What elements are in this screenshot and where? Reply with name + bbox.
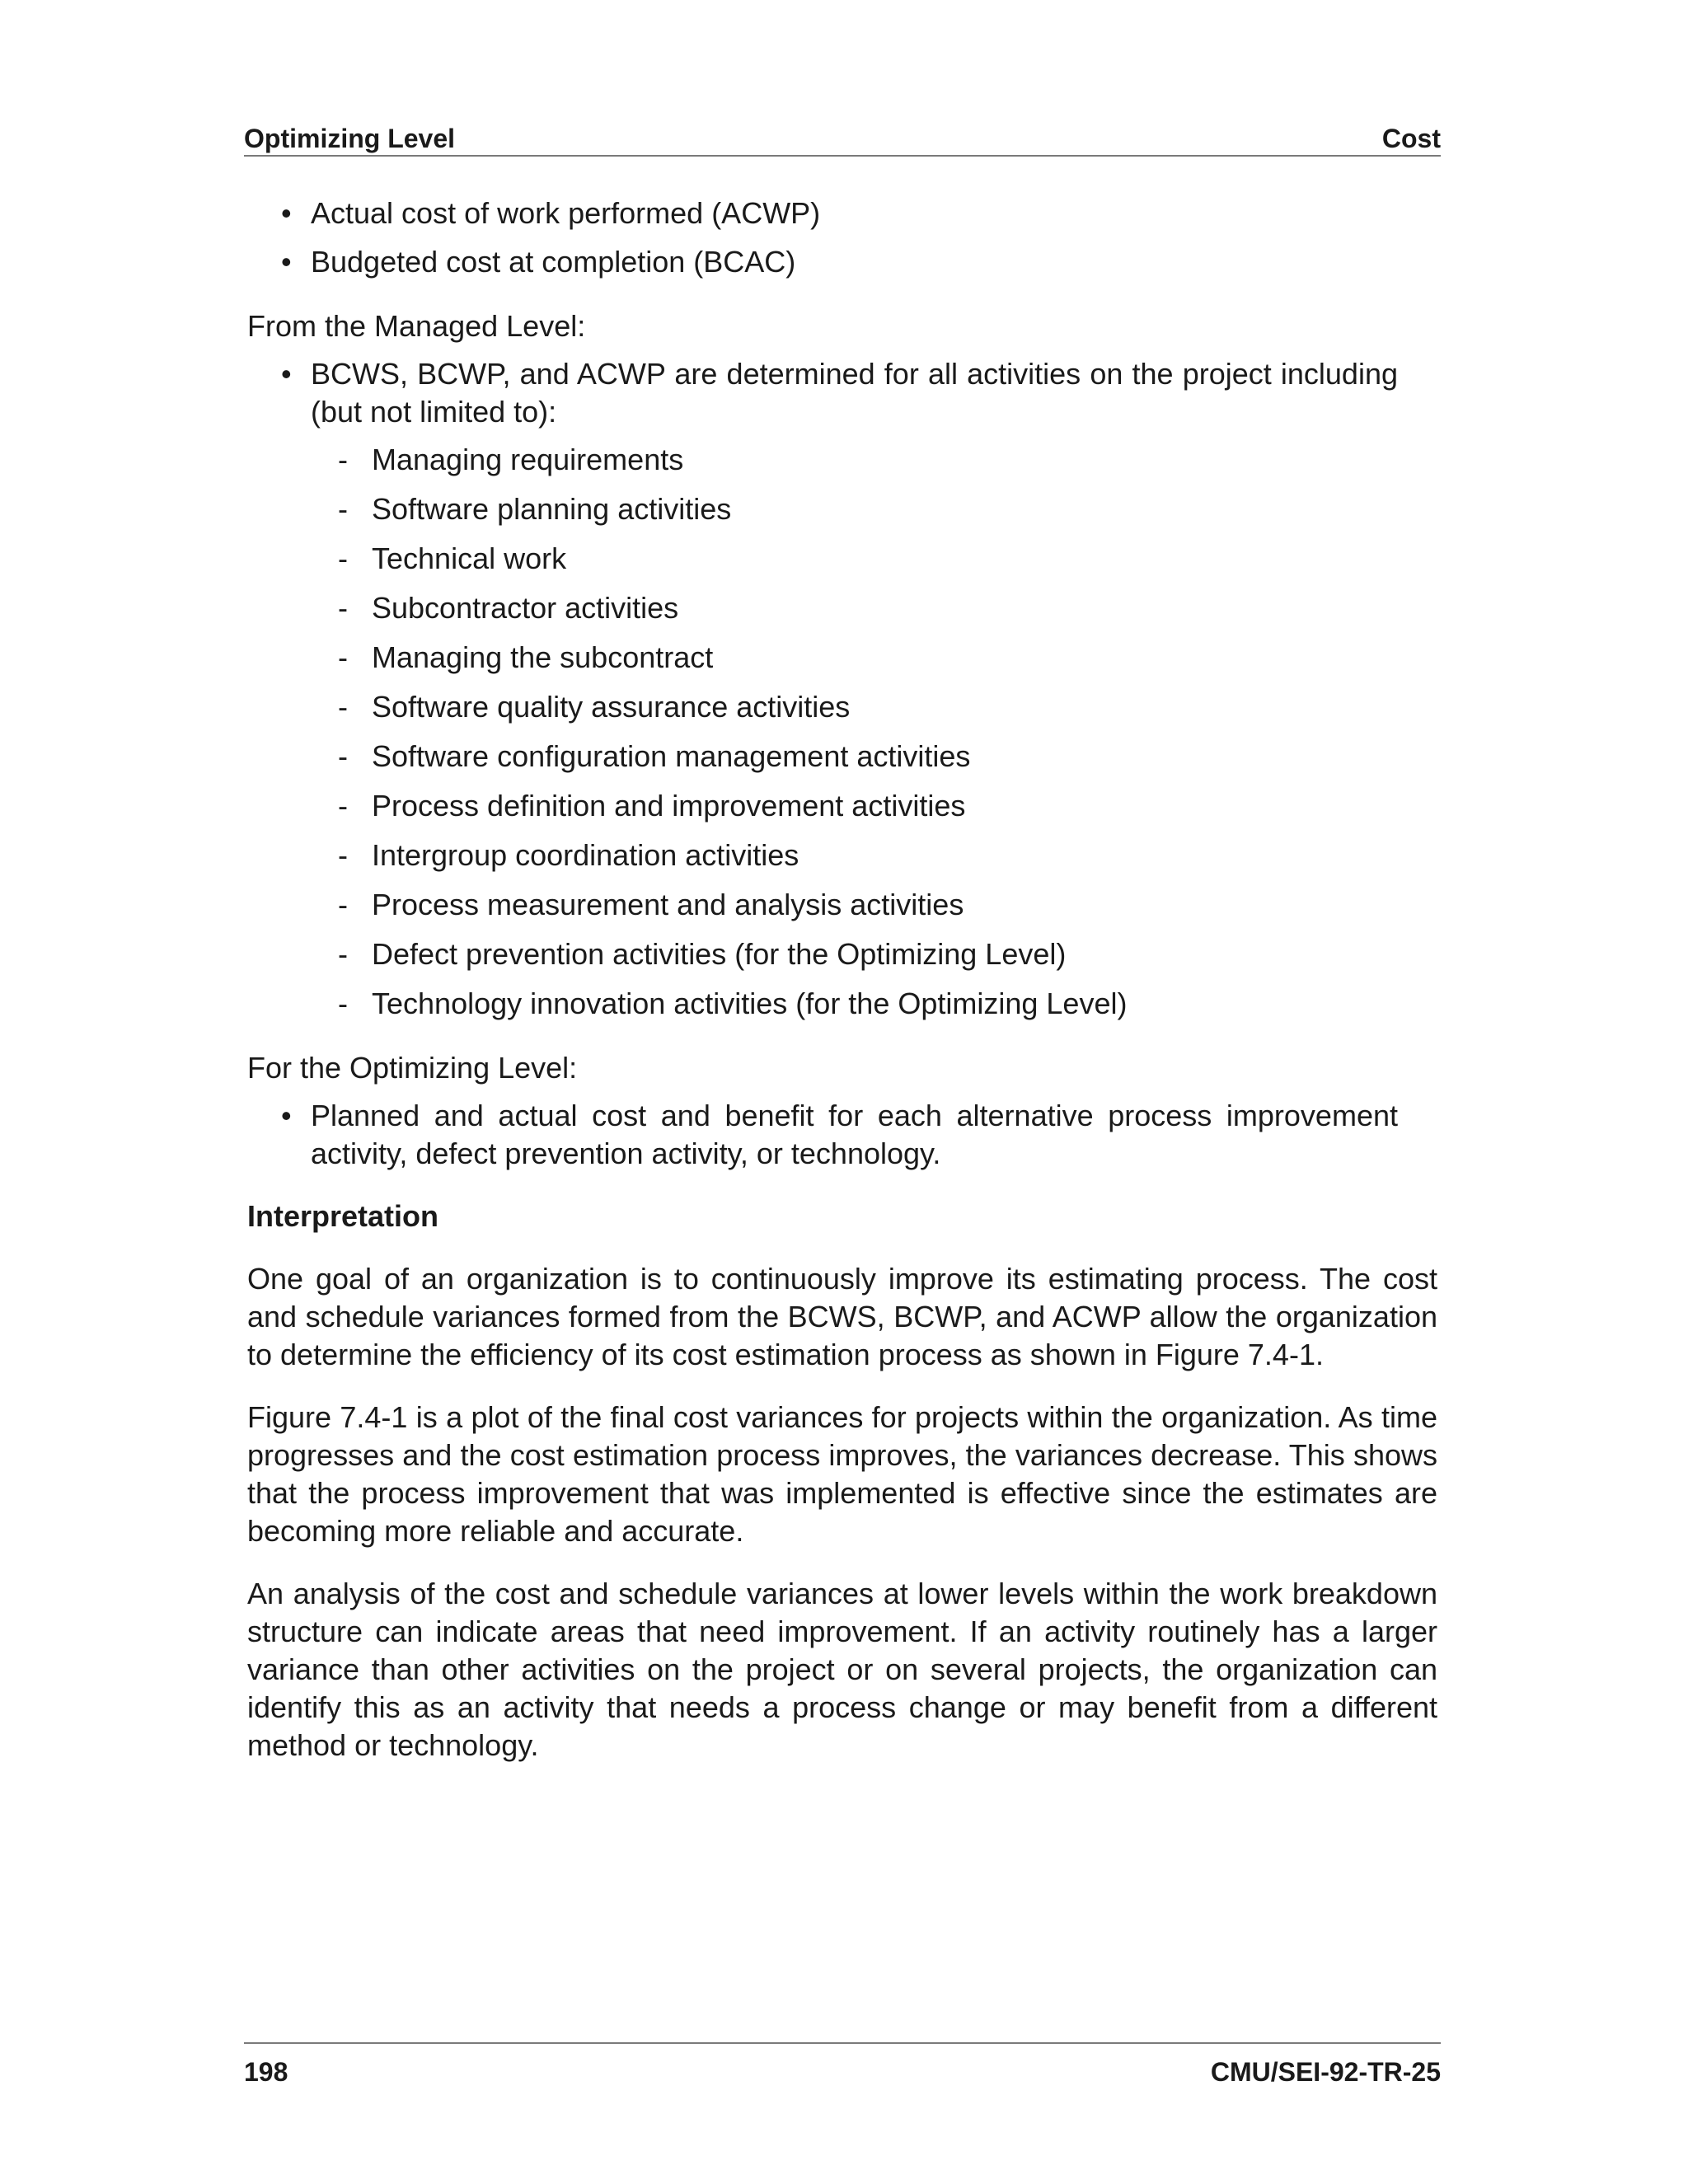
dash-glyph: - [338,789,348,823]
list-item [247,243,1398,281]
bullet-glyph: • [281,245,292,279]
report-id: CMU/SEI-92-TR-25 [1210,2057,1441,2087]
dash-glyph: - [338,443,348,476]
dash-item-text: Managing the subcontract [372,640,714,674]
dash-item-text: Managing requirements [372,443,684,476]
dash-glyph: - [338,690,348,724]
list-item [247,355,1398,431]
paragraph: An analysis of the cost and schedule variances at lower levels within the work breakdown structure can indicate areas that need improvement. If an activity routinely has a larger variance than other activities on the project or on several projects, the organization can identify this as an activity that needs a process change or may benefit from a different method or technology. [247,1577,1437,1762]
dash-glyph: - [338,640,348,674]
bullet-glyph: • [281,196,292,230]
dash-item-text: Process measurement and analysis activities [372,888,964,921]
optimizing-level-intro: For the Optimizing Level: [247,1051,578,1085]
list-item-text: Actual cost of work performed (ACWP) [311,196,821,230]
dash-item [247,589,1437,627]
dash-item-text: Subcontractor activities [372,591,679,625]
list-item [247,1097,1398,1173]
page-number: 198 [244,2057,288,2087]
dash-item [247,738,1437,776]
dash-glyph: - [338,739,348,773]
dash-item-text: Software configuration management activities [372,739,971,773]
paragraph: Figure 7.4-1 is a plot of the final cost variances for projects within the organization. As time progresses and the cost estimation process improves, the variances decrease. This shows that the process improvement that was implemented is effective since the estimates are becoming more reliable and accurate. [247,1400,1437,1548]
dash-item-text: Process definition and improvement activities [372,789,966,823]
dash-item [247,540,1437,578]
dash-glyph: - [338,838,348,872]
activity-dash-list [247,441,1437,1023]
dash-glyph: - [338,591,348,625]
dash-item [247,886,1437,924]
dash-item [247,441,1437,479]
dash-item [247,935,1437,973]
dash-item-text: Software quality assurance activities [372,690,851,724]
dash-glyph: - [338,987,348,1020]
list-item-text: Planned and actual cost and benefit for each alternative process improvement activity, defect prevention activity, or technology. [311,1099,1398,1170]
list-item-text: Budgeted cost at completion (BCAC) [311,245,796,279]
dash-item-text: Technology innovation activities (for the Optimizing Level) [372,987,1128,1020]
dash-glyph: - [338,937,348,971]
header-section-title: Optimizing Level [244,124,456,153]
running-header [244,122,1441,157]
list-item [247,194,1398,232]
section-heading: Interpretation [247,1199,439,1233]
managed-level-intro: From the Managed Level: [247,309,586,343]
dash-item [247,688,1437,726]
paragraph: One goal of an organization is to continuously improve its estimating process. The cost and schedule variances formed from the BCWS, BCWP, and ACWP allow the organization to determine the efficiency of its cost estimation process as shown in Figure 7.4-1. [247,1262,1437,1371]
bullet-glyph: • [281,1099,292,1132]
dash-item [247,639,1437,677]
dash-item [247,490,1437,528]
dash-item-text: Defect prevention activities (for the Optimizing Level) [372,937,1067,971]
dash-item-text: Intergroup coordination activities [372,838,799,872]
dash-item [247,787,1437,825]
page-body [247,194,1437,1765]
dash-glyph: - [338,888,348,921]
header-chapter-title: Cost [1381,124,1441,153]
dash-item [247,837,1437,874]
dash-item [247,985,1437,1023]
dash-glyph: - [338,492,348,526]
running-footer [244,2042,1441,2088]
bullet-glyph: • [281,357,292,391]
dash-item-text: Technical work [372,541,567,575]
dash-item-text: Software planning activities [372,492,732,526]
list-item-text: BCWS, BCWP, and ACWP are determined for all activities on the project including (but not limited to): [311,357,1398,429]
dash-glyph: - [338,541,348,575]
